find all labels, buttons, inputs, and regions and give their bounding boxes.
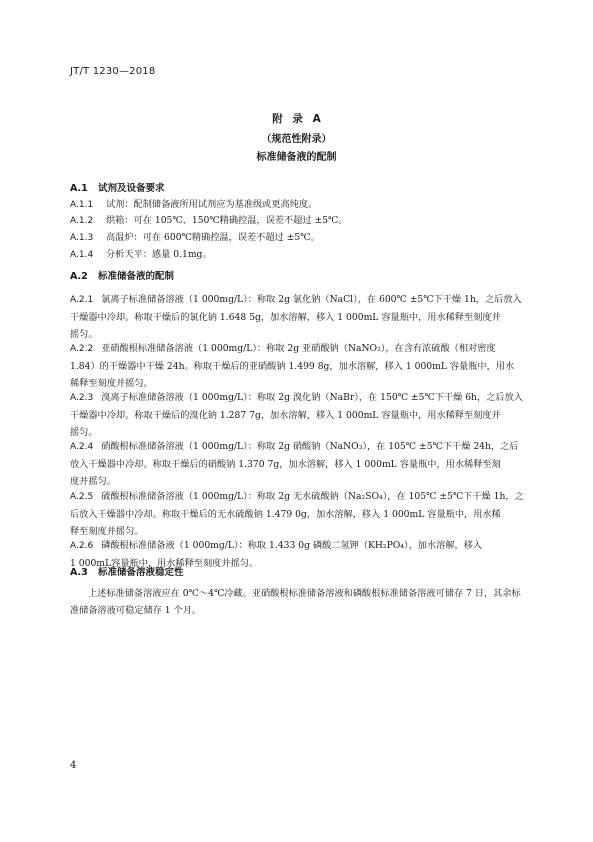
clause-number: A.1.1 — [70, 200, 94, 210]
clause-text: 亚硝酸根标准储备溶液（1 000mg/L）：称取 2g 亚硝酸钠（NaNO₂），在含有浓硫酸（相对密度 1.84）的干燥器中干燥 24h。称取干燥后的亚硝酸钠 1.499 8g，加水溶解，移入 1 000mL 容量瓶中，用水 稀释至刻度并摇匀。 — [70, 343, 515, 389]
clause-a2-5 — [70, 488, 524, 540]
annex-subtitle: （规范性附录） — [261, 134, 332, 145]
annex-title: 附 录 A — [272, 113, 321, 125]
section-title: 标准储备液的配制 — [98, 271, 175, 282]
clause-text: 磷酸根标准储备液（1 000mg/L）：称取 1.433 0g 磷酸二氢钾（KH₂PO₄），加水溶解，移入 1 000mL容量瓶中，用水稀释至刻度并摇匀。 — [70, 540, 483, 569]
section-number: A.3 — [70, 567, 88, 578]
section-number: A.1 — [70, 183, 88, 194]
clause-a2-3 — [70, 389, 524, 441]
clause-a2-2 — [70, 340, 524, 392]
stability-paragraph: 上述标准储备溶液应在 0℃～4℃冷藏。亚硝酸根标准储备溶液和磷酸根标准储备溶液可储存 7 日，其余标准储备溶液可稳定储存 1 个月。 — [70, 588, 521, 616]
clause-text: 烘箱：可在 105℃、150℃精确控温，误差不超过 ±5℃。 — [106, 215, 348, 226]
clause-number: A.1.2 — [70, 216, 94, 226]
clause-a1-3 — [70, 232, 320, 244]
section-number: A.2 — [70, 271, 88, 282]
clause-number: A.2.2 — [70, 344, 94, 354]
clause-number: A.1.3 — [70, 233, 94, 243]
clause-a1-4 — [70, 249, 212, 261]
clause-text: 溴离子标准储备溶液（1 000mg/L）：称取 2g 溴化钠（NaBr），在 150℃ ±5℃下干燥 6h，之后放入 干燥器中冷却。称取干燥后的溴化钠 1.287 7g，加水溶解，移入 1 000mL 容量瓶中，用水稀释至刻度并 摇匀。 — [70, 392, 523, 438]
clause-number: A.1.4 — [70, 250, 94, 260]
clause-text: 氯离子标准储备溶液（1 000mg/L）：称取 2g 氯化钠（NaCl），在 600℃ ±5℃下干燥 1h，之后放入 干燥器中冷却。称取干燥后的氯化钠 1.648 5g，加水溶解，移入 1 000mL 容量瓶中，用水稀释至刻度并 摇匀。 — [70, 294, 522, 340]
clause-number: A.2.1 — [70, 295, 94, 305]
section-heading-a1 — [70, 180, 165, 194]
clause-number: A.2.6 — [70, 541, 94, 551]
clause-number: A.2.5 — [70, 492, 94, 502]
clause-text: 分析天平：感量 0.1mg。 — [106, 249, 212, 260]
section-heading-a2 — [70, 268, 174, 282]
clause-number: A.2.4 — [70, 442, 94, 452]
clause-a1-2 — [70, 215, 347, 227]
clause-text: 试剂：配制储备液所用试剂应为基准级或更高纯度。 — [106, 199, 318, 210]
clause-text: 硫酸根标准储备溶液（1 000mg/L）：称取 2g 无水硫酸钠（Na₂SO₄），在 105℃ ±5℃下干燥 1h，之 后放入干燥器中冷却。称取干燥后的无水硫酸钠 1.479 0g，加水溶解，移入 1 000mL 容量瓶中，用水稀 释至刻度并摇匀。 — [70, 491, 524, 537]
section-title: 试剂及设备要求 — [98, 183, 165, 194]
clause-text: 高温炉：可在 600℃精确控温，误差不超过 ±5℃。 — [106, 232, 320, 243]
section-title: 标准储备溶液稳定性 — [98, 567, 184, 578]
standard-code: JT/T 1230—2018 — [70, 66, 156, 77]
section-heading-a3 — [70, 564, 184, 578]
clause-number: A.2.3 — [70, 393, 94, 403]
page-number: 4 — [70, 760, 77, 771]
clause-a2-4 — [70, 438, 524, 490]
clause-a2-1 — [70, 291, 524, 343]
clause-text: 硝酸根标准储备溶液（1 000mg/L）：称取 2g 硝酸钠（NaNO₃），在 105℃ ±5℃下干燥 24h，之后 放入干燥器中冷却。称取干燥后的硝酸钠 1.370 7g，加水溶解，移入 1 000mL 容量瓶中，用水稀释至刻 度并摇匀。 — [70, 441, 519, 487]
annex-name: 标准储备液的配制 — [256, 152, 337, 163]
clause-a1-1 — [70, 199, 317, 211]
